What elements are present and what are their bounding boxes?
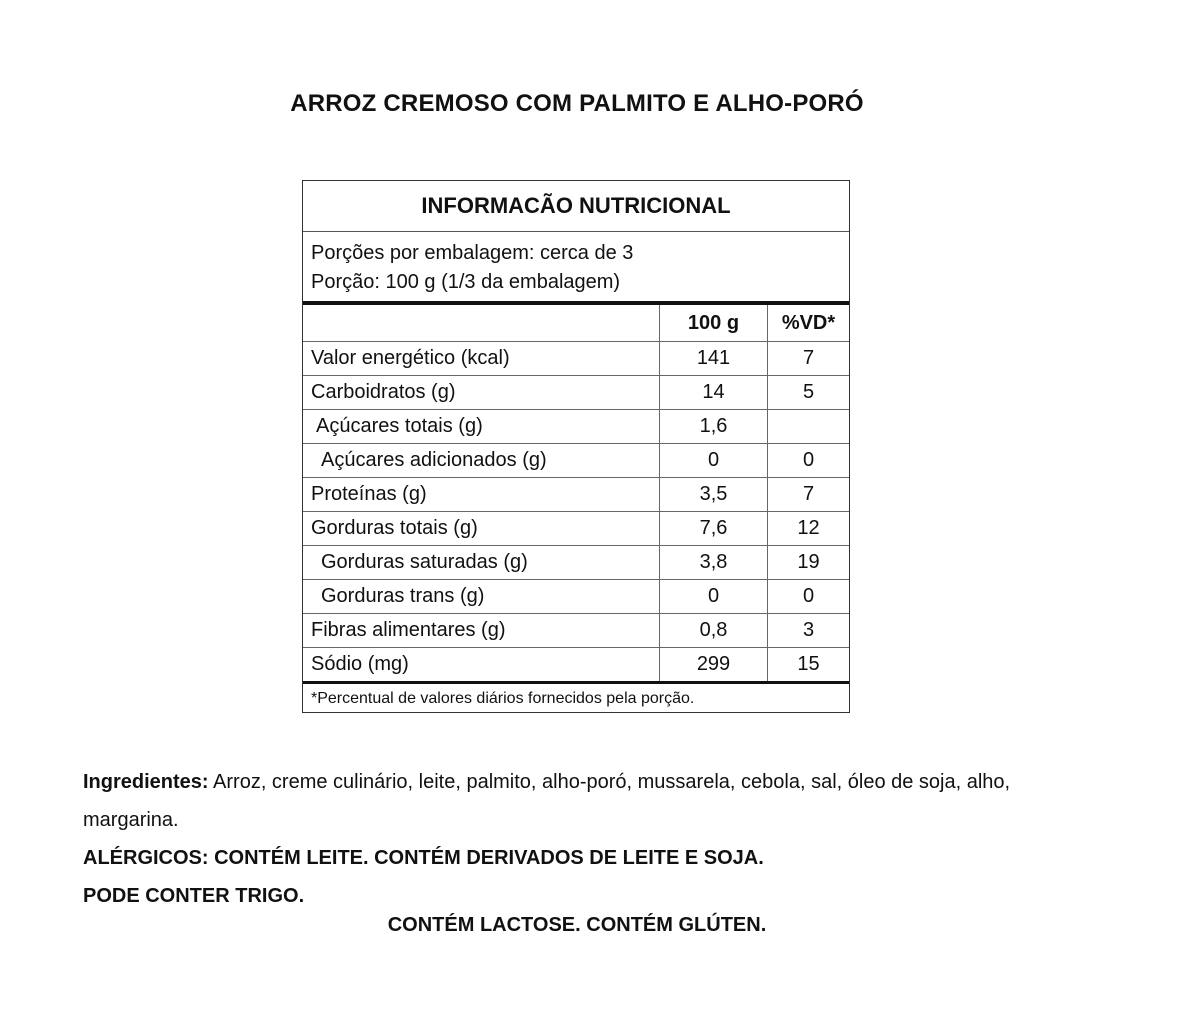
nutrient-vd: 7 bbox=[768, 478, 850, 512]
nutrient-amount: 1,6 bbox=[660, 410, 768, 444]
column-header-vd: %VD* bbox=[781, 311, 836, 334]
table-row bbox=[303, 512, 849, 546]
nutrient-vd: 15 bbox=[768, 648, 850, 682]
nutrient-amount: 0 bbox=[660, 444, 768, 478]
table-row bbox=[303, 410, 849, 444]
table-row bbox=[303, 648, 849, 682]
table-row bbox=[303, 546, 849, 580]
nutrient-name: Gorduras totais (g) bbox=[303, 512, 660, 546]
nutrient-name: Valor energético (kcal) bbox=[303, 342, 660, 376]
nutrient-table bbox=[303, 305, 849, 681]
nutrient-vd: 0 bbox=[768, 444, 850, 478]
nutrient-name: Fibras alimentares (g) bbox=[303, 614, 660, 648]
portion-info bbox=[303, 232, 849, 305]
nutrient-amount: 14 bbox=[660, 376, 768, 410]
nutrient-name: Sódio (mg) bbox=[303, 648, 660, 682]
nutrient-vd bbox=[768, 410, 850, 444]
nutrient-amount: 0 bbox=[660, 580, 768, 614]
table-header-row bbox=[303, 305, 849, 342]
nutrient-vd: 7 bbox=[768, 342, 850, 376]
ingredients-label: Ingredientes: bbox=[83, 771, 209, 793]
nutrition-header: INFORMACÃO NUTRICIONAL bbox=[303, 181, 849, 232]
may-contain-statement: PODE CONTER TRIGO. bbox=[83, 885, 305, 907]
label-text-block bbox=[83, 763, 1083, 915]
table-row bbox=[303, 478, 849, 512]
nutrient-vd: 12 bbox=[768, 512, 850, 546]
nutrient-amount: 3,8 bbox=[660, 546, 768, 580]
nutrient-amount: 141 bbox=[660, 342, 768, 376]
nutrient-amount: 299 bbox=[660, 648, 768, 682]
lactose-gluten-statement: CONTÉM LACTOSE. CONTÉM GLÚTEN. bbox=[387, 914, 767, 936]
nutrient-vd: 5 bbox=[768, 376, 850, 410]
table-row bbox=[303, 444, 849, 478]
portion-size: Porção: 100 g (1/3 da embalagem) bbox=[311, 271, 621, 293]
nutrient-vd: 0 bbox=[768, 580, 850, 614]
ingredients-paragraph bbox=[83, 763, 1083, 839]
nutrition-facts-table bbox=[302, 180, 850, 713]
table-footnote: *Percentual de valores diários fornecidos pela porção. bbox=[303, 681, 849, 712]
nutrient-name: Açúcares totais (g) bbox=[303, 410, 660, 444]
nutrient-name: Açúcares adicionados (g) bbox=[303, 444, 660, 478]
nutrient-name: Proteínas (g) bbox=[303, 478, 660, 512]
nutrient-name: Gorduras trans (g) bbox=[303, 580, 660, 614]
portions-per-package: Porções por embalagem: cerca de 3 bbox=[311, 242, 634, 264]
table-row bbox=[303, 342, 849, 376]
product-title: ARROZ CREMOSO COM PALMITO E ALHO-PORÓ bbox=[290, 90, 864, 117]
table-row bbox=[303, 376, 849, 410]
nutrient-name: Carboidratos (g) bbox=[303, 376, 660, 410]
table-row bbox=[303, 580, 849, 614]
nutrient-amount: 0,8 bbox=[660, 614, 768, 648]
ingredients-list: Arroz, creme culinário, leite, palmito, alho-poró, mussarela, cebola, sal, óleo de soja, alho, margarina. bbox=[83, 771, 1011, 831]
nutrient-amount: 7,6 bbox=[660, 512, 768, 546]
nutrient-name: Gorduras saturadas (g) bbox=[303, 546, 660, 580]
column-header-amount: 100 g bbox=[660, 305, 768, 342]
nutrient-vd: 19 bbox=[768, 546, 850, 580]
allergens-statement: ALÉRGICOS: CONTÉM LEITE. CONTÉM DERIVADOS DE LEITE E SOJA. bbox=[83, 847, 764, 869]
table-row bbox=[303, 614, 849, 648]
nutrient-amount: 3,5 bbox=[660, 478, 768, 512]
column-header-nutrient bbox=[303, 305, 660, 342]
nutrient-vd: 3 bbox=[768, 614, 850, 648]
